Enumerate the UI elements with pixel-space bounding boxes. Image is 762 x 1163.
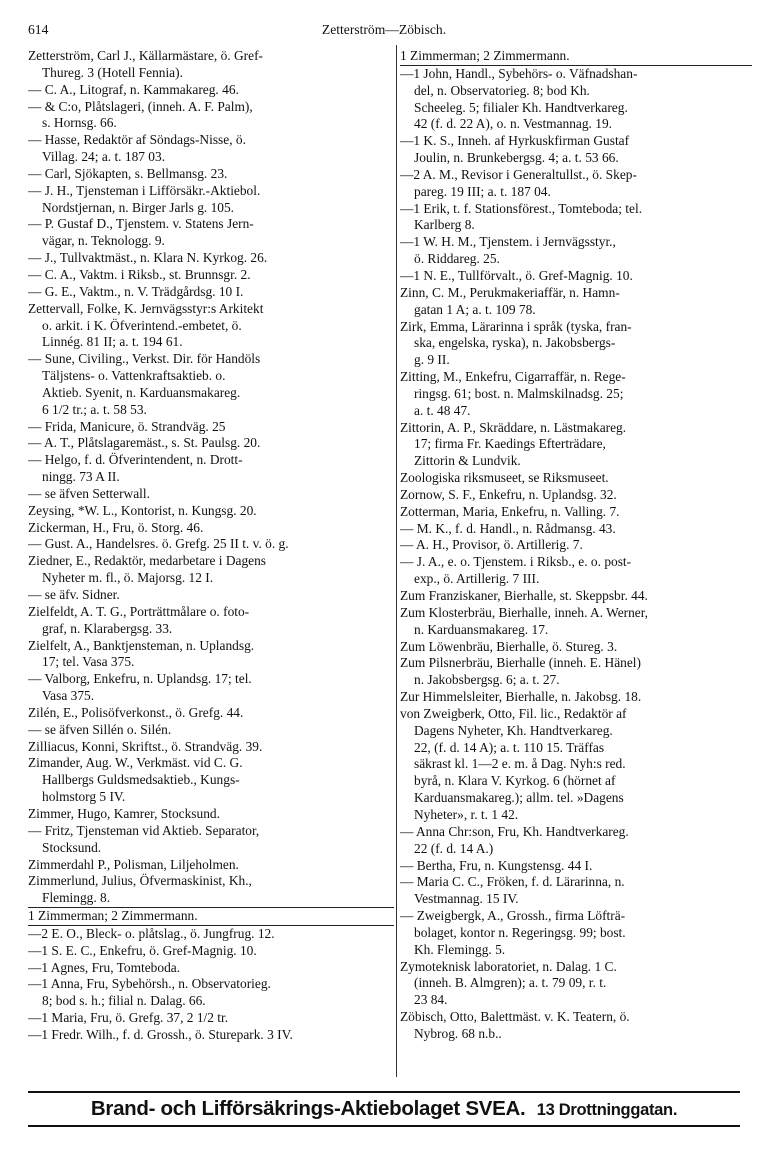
directory-entry-line: — C. A., Litograf, n. Kammakareg. 46. [28,81,239,97]
directory-entry-line: — Helgo, f. d. Öfverintendent, n. Drott- [28,452,243,468]
directory-entry-line: n. Karduansmakareg. 17. [414,621,549,637]
directory-entry-line: a. t. 48 47. [414,402,471,418]
advertisement-company: Brand- och Lifförsäkrings-Aktiebolaget SVEA. [90,1097,526,1120]
directory-entry-line: ringsg. 61; bost. n. Malmskilnadsg. 25; [414,385,624,401]
directory-entry-line: —1 K. S., Inneh. af Hyrkuskfirman Gustaf [400,133,630,149]
directory-entry-line: Zur Himmelsleiter, Bierhalle, n. Jakobsg. 18. [400,689,642,705]
directory-entry-line: Zetterström, Carl J., Källarmästare, ö. Gref- [28,48,263,63]
advertisement-address: 13 Drottninggatan. [536,1101,678,1119]
directory-entry-line: — Sune, Civiling., Verkst. Dir. för Handöls [28,351,261,367]
directory-entry-line: — M. K., f. d. Handl., n. Rådmansg. 43. [400,520,616,536]
directory-entry-line: von Zweigberk, Otto, Fil. lic., Redaktör af [400,705,627,721]
directory-entry-line: Hallbergs Guldsmedsaktieb., Kungs- [42,772,240,788]
directory-entry-line: — Maria C. C., Fröken, f. d. Lärarinna, n. [400,874,625,890]
directory-entry-line: —1 Maria, Fru, ö. Grefg. 37, 2 1/2 tr. [28,1010,229,1026]
directory-entry-line: Vestmannag. 15 IV. [414,891,519,907]
directory-entry-line: Scheeleg. 5; filialer Kh. Handtverkareg. [414,99,628,115]
directory-entry-line: gatan 1 A; a. t. 109 78. [414,301,536,317]
directory-entry-line: Zickerman, H., Fru, ö. Storg. 46. [28,519,204,535]
directory-entry-line: — Gust. A., Handelsres. ö. Grefg. 25 II t. v. ö. g. [28,536,289,552]
advertisement-banner [28,1091,740,1127]
directory-entry-line: Aktieb. Syenit, n. Karduansmakareg. [42,384,241,400]
directory-entry-line: exp., ö. Artillerig. 7 III. [414,571,540,587]
directory-entry-line: — se äfv. Sidner. [28,587,120,602]
directory-entry-line: Flemingg. 8. [42,890,111,906]
directory-entry-line: 17; firma Fr. Kaedings Efterträdare, [414,436,606,452]
directory-entry-line: — Anna Chr:son, Fru, Kh. Handtverkareg. [400,823,629,839]
directory-entry-line: Kh. Flemingg. 5. [414,941,506,957]
directory-entry-line: bolaget, kontor n. Regeringsg. 99; bost. [414,924,626,940]
directory-entry-line: 6 1/2 tr.; a. t. 58 53. [42,401,147,417]
directory-entry-line: s. Hornsg. 66. [42,115,117,131]
directory-entry-line: Zornow, S. F., Enkefru, n. Uplandsg. 32. [400,486,617,502]
directory-entry-line: 17; tel. Vasa 375. [42,654,135,670]
directory-entry-line: — J. A., e. o. Tjenstem. i Riksb., e. o. post- [400,554,632,570]
directory-entry-line: Zum Klosterbräu, Bierhalle, inneh. A. Werner, [400,604,649,620]
directory-entry-line: Zimmerlund, Julius, Öfvermaskinist, Kh., [28,873,252,889]
directory-entry-line: — Hasse, Redaktör af Söndags-Nisse, ö. [28,132,246,148]
directory-entry-line: —1 John, Handl., Sybehörs- o. Väfnadshan- [400,65,638,81]
directory-entry-line: — C. A., Vaktm. i Riksb., st. Brunnsgr. 2. [28,266,251,282]
directory-entry-line: — Carl, Sjökapten, s. Bellmansg. 23. [28,165,228,181]
directory-entry-line: Villag. 24; a. t. 187 03. [42,149,166,165]
directory-entry-line: (inneh. B. Almgren); a. t. 79 09, r. t. [414,975,607,991]
directory-entry-line: — J. H., Tjensteman i Lifförsäkr.-Aktiebol. [28,182,261,198]
directory-entry-line: — P. Gustaf D., Tjenstem. v. Statens Jern- [28,216,254,232]
directory-entry-line: — se äfven Sillén o. Silén. [28,721,172,737]
directory-entry-line: Zotterman, Maria, Enkefru, n. Valling. 7. [400,503,620,519]
directory-entry-line: ningg. 73 A II. [42,469,120,485]
section-heading: 1 Zimmerman; 2 Zimmermann. [28,907,394,926]
right-column [400,48,752,1043]
directory-entry-line: Dagens Nyheter, Kh. Handtverkareg. [414,722,613,738]
directory-entry-line: Karlberg 8. [414,217,475,233]
directory-entry-line: Nordstjernan, n. Birger Jarls g. 105. [42,199,235,215]
page-number: 614 [28,22,49,37]
directory-entry-line: Zeysing, *W. L., Kontorist, n. Kungsg. 20. [28,502,257,518]
directory-entry-line: Zielfelt, A., Banktjensteman, n. Uplandsg. [28,637,255,653]
directory-entry-line: — & C:o, Plåtslageri, (inneh. A. F. Palm), [28,98,253,114]
section-heading: 1 Zimmerman; 2 Zimmermann. [400,48,752,66]
directory-entry-line: Zoologiska riksmuseet, se Riksmuseet. [400,470,609,486]
directory-entry-line: Thureg. 3 (Hotell Fennia). [42,64,183,80]
directory-entry-line: 23 84. [414,992,448,1008]
directory-entry-line: —1 Erik, t. f. Stationsförest., Tomteboda; tel. [400,200,643,216]
directory-entry-line: —1 Fredr. Wilh., f. d. Grossh., ö. Sturepark. 3 IV. [28,1026,293,1042]
directory-entry-line: Zimmer, Hugo, Kamrer, Stocksund. [28,805,220,821]
directory-entry-line: Zirk, Emma, Lärarinna i språk (tyska, fran- [400,318,632,334]
directory-entry-line: Zittorin & Lundvik. [414,453,521,469]
directory-entry-line: n. Jakobsbergsg. 6; a. t. 27. [414,672,560,688]
directory-entry-line: — A. T., Plåtslagaremäst., s. St. Paulsg. 20. [28,435,261,451]
directory-entry-line: pareg. 19 III; a. t. 187 04. [414,183,551,199]
directory-entry-line: vägar, n. Teknologg. 9. [42,233,165,249]
directory-entry-line: — Frida, Manicure, ö. Strandväg. 25 [28,418,226,434]
directory-entry-line: —1 Anna, Fru, Sybehörsh., n. Observatorieg. [28,976,271,992]
column-divider [396,45,397,1077]
directory-entry-line: Zitting, M., Enkefru, Cigarraffär, n. Rege- [400,369,626,385]
directory-entry-line: Joulin, n. Brunkebergsg. 4; a. t. 53 66. [414,150,619,166]
directory-entry-line: Zöbisch, Otto, Balettmäst. v. K. Teatern, ö. [400,1009,630,1025]
directory-entry-line: — A. H., Provisor, ö. Artillerig. 7. [400,537,583,553]
directory-entry-line: Karduansmakareg.); allm. tel. »Dagens [414,790,624,806]
directory-entry-line: Zum Franziskaner, Bierhalle, st. Skeppsbr. 44. [400,588,648,603]
directory-entry-line: —1 Agnes, Fru, Tomteboda. [28,959,181,975]
directory-entry-line: Vasa 375. [42,688,95,704]
directory-entry-line: byrå, n. Klara V. Kyrkog. 6 (hörnet af [414,773,616,789]
directory-entry-line: ska, engelska, ryska), n. Jakobsbergs- [414,335,616,351]
directory-entry-line: —1 S. E. C., Enkefru, ö. Gref-Magnig. 10. [28,942,257,958]
directory-entry-line: Stocksund. [42,839,102,855]
left-column [28,48,394,1044]
directory-entry-line: Nyheter m. fl., ö. Majorsg. 12 I. [42,570,214,586]
directory-entry-line: Zimander, Aug. W., Verkmäst. vid C. G. [28,755,243,771]
directory-entry-line: — Valborg, Enkefru, n. Uplandsg. 17; tel. [28,671,252,687]
page-header [28,22,740,40]
directory-entry-line: Zinn, C. M., Perukmakeriaffär, n. Hamn- [400,284,620,300]
directory-entry-line: Ziedner, E., Redaktör, medarbetare i Dagens [28,553,266,569]
directory-entry-line: Zettervall, Folke, K. Jernvägsstyr:s Arkitekt [28,300,264,316]
directory-entry-line: Zum Pilsnerbräu, Bierhalle (inneh. E. Hänel) [400,655,641,671]
directory-entry-line: Nybrog. 68 n.b.. [414,1025,502,1041]
directory-entry-line: — G. E., Vaktm., n. V. Trädgårdsg. 10 I. [28,283,244,299]
directory-entry-line: Zittorin, A. P., Skräddare, n. Lästmakareg. [400,419,627,435]
directory-entry-line: Zilén, E., Polisöfverkonst., ö. Grefg. 44. [28,704,244,720]
directory-entry-line: Zum Löwenbräu, Bierhalle, ö. Stureg. 3. [400,638,618,654]
directory-entry-line: —2 E. O., Bleck- o. plåtslag., ö. Jungfrug. 12. [28,925,275,941]
directory-entry-line: o. arkit. i K. Öfverintend.-embetet, ö. [42,317,242,333]
directory-entry-line: graf, n. Klarabergsg. 33. [42,620,173,636]
directory-entry-line: säkrast kl. 1—2 e. m. å Dag. Nyh:s red. [414,756,626,772]
directory-entry-line: — Zweigbergk, A., Grossh., firma Löfträ- [400,908,626,924]
directory-entry-line: Zymoteknisk laboratoriet, n. Dalag. 1 C. [400,958,617,974]
directory-entry-line: — Bertha, Fru, n. Kungstensg. 44 I. [400,857,593,873]
directory-entry-line: holmstorg 5 IV. [42,789,126,805]
directory-entry-line: — se äfven Setterwall. [28,485,150,501]
directory-entry-line: Täljstens- o. Vattenkraftsaktieb. o. [42,368,226,384]
running-head: Zetterström—Zöbisch. [321,22,447,37]
directory-entry-line: 8; bod s. h.; filial n. Dalag. 66. [42,993,206,1009]
directory-entry-line: g. 9 II. [414,352,450,368]
directory-entry-line: 22, (f. d. 14 A); a. t. 110 15. Träffas [414,739,605,755]
directory-entry-line: Linnég. 81 II; a. t. 194 61. [42,334,183,350]
directory-entry-line: del, n. Observatorieg. 8; bod Kh. [414,82,590,98]
directory-entry-line: —1 N. E., Tullförvalt., ö. Gref-Magnig. 10. [400,267,633,283]
directory-entry-line: Zilliacus, Konni, Skriftst., ö. Strandväg. 39. [28,738,263,754]
directory-entry-line: Nyheter», r. t. 1 42. [414,806,519,822]
directory-entry-line: Zielfeldt, A. T. G., Porträttmålare o. foto- [28,603,250,619]
directory-entry-line: —1 W. H. M., Tjenstem. i Jernvägsstyr., [400,234,616,250]
directory-entry-line: 42 (f. d. 22 A), o. n. Vestmannag. 19. [414,116,612,132]
directory-entry-line: Zimmerdahl P., Polisman, Liljeholmen. [28,856,239,872]
directory-entry-line: — Fritz, Tjensteman vid Aktieb. Separator, [28,822,260,838]
directory-entry-line: — J., Tullvaktmäst., n. Klara N. Kyrkog. 26. [28,250,268,266]
directory-entry-line: ö. Riddareg. 25. [414,251,500,267]
directory-entry-line: —2 A. M., Revisor i Generaltullst., ö. Skep- [400,166,637,182]
directory-entry-line: 22 (f. d. 14 A.) [414,840,494,856]
